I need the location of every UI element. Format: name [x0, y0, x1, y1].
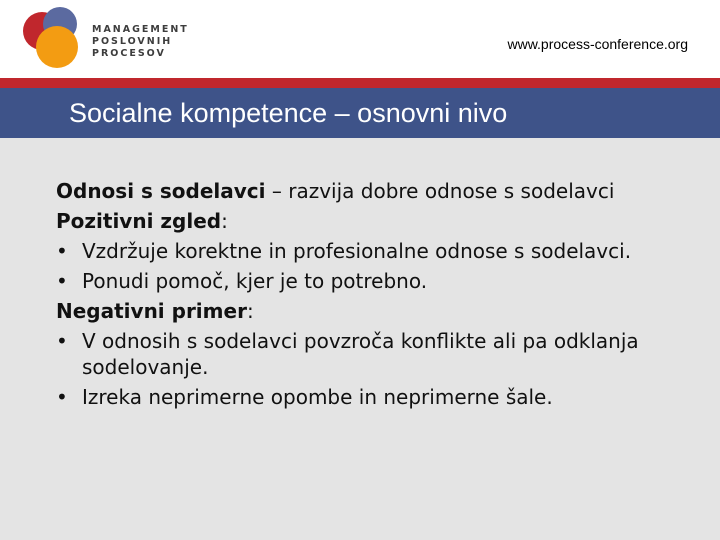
bullet-icon: •: [56, 329, 68, 353]
bullet-icon: •: [56, 385, 68, 409]
logo-icon: [10, 2, 90, 72]
title-bar: [0, 88, 720, 138]
list-item-text: V odnosih s sodelavci povzroča konflikte ali pa odklanja sodelovanje.: [82, 329, 639, 379]
list-item: [56, 328, 676, 380]
list-item: [56, 238, 676, 264]
slide-content: [0, 138, 720, 540]
positive-heading-colon: :: [221, 209, 228, 233]
header-divider: [0, 78, 720, 88]
slide-header: [0, 0, 720, 78]
list-item: [56, 268, 676, 294]
text-block: [56, 178, 676, 414]
bullet-icon: •: [56, 269, 68, 293]
bullet-icon: •: [56, 239, 68, 263]
negative-heading-colon: :: [246, 299, 254, 323]
slide-title: Socialne kompetence – osnovni nivo: [69, 98, 508, 128]
logo-line: MANAGEMENT: [92, 24, 189, 35]
negative-heading: [56, 298, 676, 324]
list-item-text: Ponudi pomoč, kjer je to potrebno.: [82, 269, 428, 293]
list-item: [56, 384, 676, 410]
list-item-text: Izreka neprimerne opombe in neprimerne šale.: [82, 385, 553, 409]
definition-term: Odnosi s sodelavci: [56, 179, 266, 203]
definition-paragraph: [56, 178, 676, 204]
logo-line: POSLOVNIH: [92, 36, 173, 47]
logo-line: PROCESOV: [92, 48, 166, 59]
negative-heading-label: Negativni primer: [56, 299, 247, 323]
site-url: www.process-conference.org: [507, 36, 688, 52]
list-item-text: Vzdržuje korektne in profesionalne odnose s sodelavci.: [82, 239, 632, 263]
logo-text: [92, 24, 189, 60]
definition-text: – razvija dobre odnose s sodelavci: [265, 179, 615, 203]
positive-heading: [56, 208, 676, 234]
positive-heading-label: Pozitivni zgled: [56, 209, 222, 233]
